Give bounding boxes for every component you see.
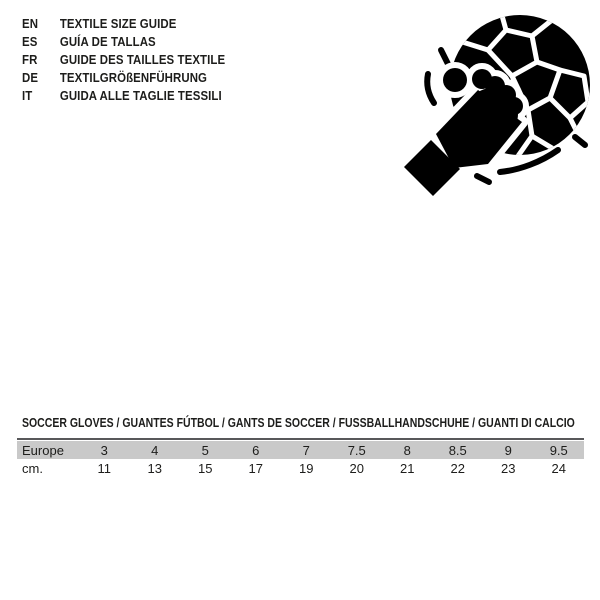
- row-label: cm.: [22, 460, 43, 476]
- lang-code: IT: [22, 88, 33, 104]
- lang-code: EN: [22, 15, 39, 31]
- size-cell: 6: [252, 442, 260, 458]
- size-cell: 8.5: [448, 442, 467, 458]
- size-cell: 4: [151, 442, 159, 458]
- size-cell: 11: [97, 460, 111, 476]
- size-cell: 8: [403, 442, 411, 458]
- language-title-list: [22, 14, 225, 105]
- size-cell: 23: [501, 460, 516, 476]
- lang-row-fr: [22, 50, 225, 68]
- size-cell: 3: [100, 442, 108, 458]
- size-cell: 22: [450, 460, 465, 476]
- goalkeeper-glove-ball-icon: [400, 0, 600, 200]
- lang-row-it: [22, 87, 225, 105]
- size-table-top-rule: [17, 438, 584, 440]
- size-cell: 7: [302, 442, 310, 458]
- lang-title: GUÍA DE TALLAS: [59, 33, 156, 49]
- size-cell: 24: [551, 460, 566, 476]
- lang-code: ES: [22, 33, 38, 49]
- size-table-row-europe: [17, 441, 584, 459]
- row-label: Europe: [22, 442, 64, 458]
- size-cell: 17: [248, 460, 263, 476]
- size-cell: 7.5: [347, 442, 366, 458]
- lang-title: TEXTILGRÖßENFÜHRUNG: [59, 70, 208, 86]
- size-cell: 9: [504, 442, 512, 458]
- lang-row-es: [22, 32, 225, 50]
- lang-title: TEXTILE SIZE GUIDE: [59, 15, 177, 31]
- size-table: [17, 441, 584, 477]
- size-cell: 13: [147, 460, 162, 476]
- lang-code: DE: [22, 70, 39, 86]
- size-table-row-cm: [17, 459, 584, 477]
- size-cell: 20: [349, 460, 364, 476]
- size-cell: 9.5: [549, 442, 568, 458]
- lang-row-de: [22, 69, 225, 87]
- size-cell: 21: [400, 460, 415, 476]
- size-cell: 15: [198, 460, 213, 476]
- size-cell: 5: [201, 442, 209, 458]
- lang-title: GUIDA ALLE TAGLIE TESSILI: [59, 88, 222, 104]
- size-table-title: SOCCER GLOVES / GUANTES FÚTBOL / GANTS DE SOCCER / FUSSBALLHANDSCHUHE / GUANTI DI CALCIO: [22, 416, 575, 430]
- goalkeeper-glove-ball-svg: [400, 0, 600, 200]
- lang-row-en: [22, 14, 225, 32]
- lang-title: GUIDE DES TAILLES TEXTILE: [59, 51, 226, 67]
- size-cell: 19: [299, 460, 314, 476]
- lang-code: FR: [22, 51, 38, 67]
